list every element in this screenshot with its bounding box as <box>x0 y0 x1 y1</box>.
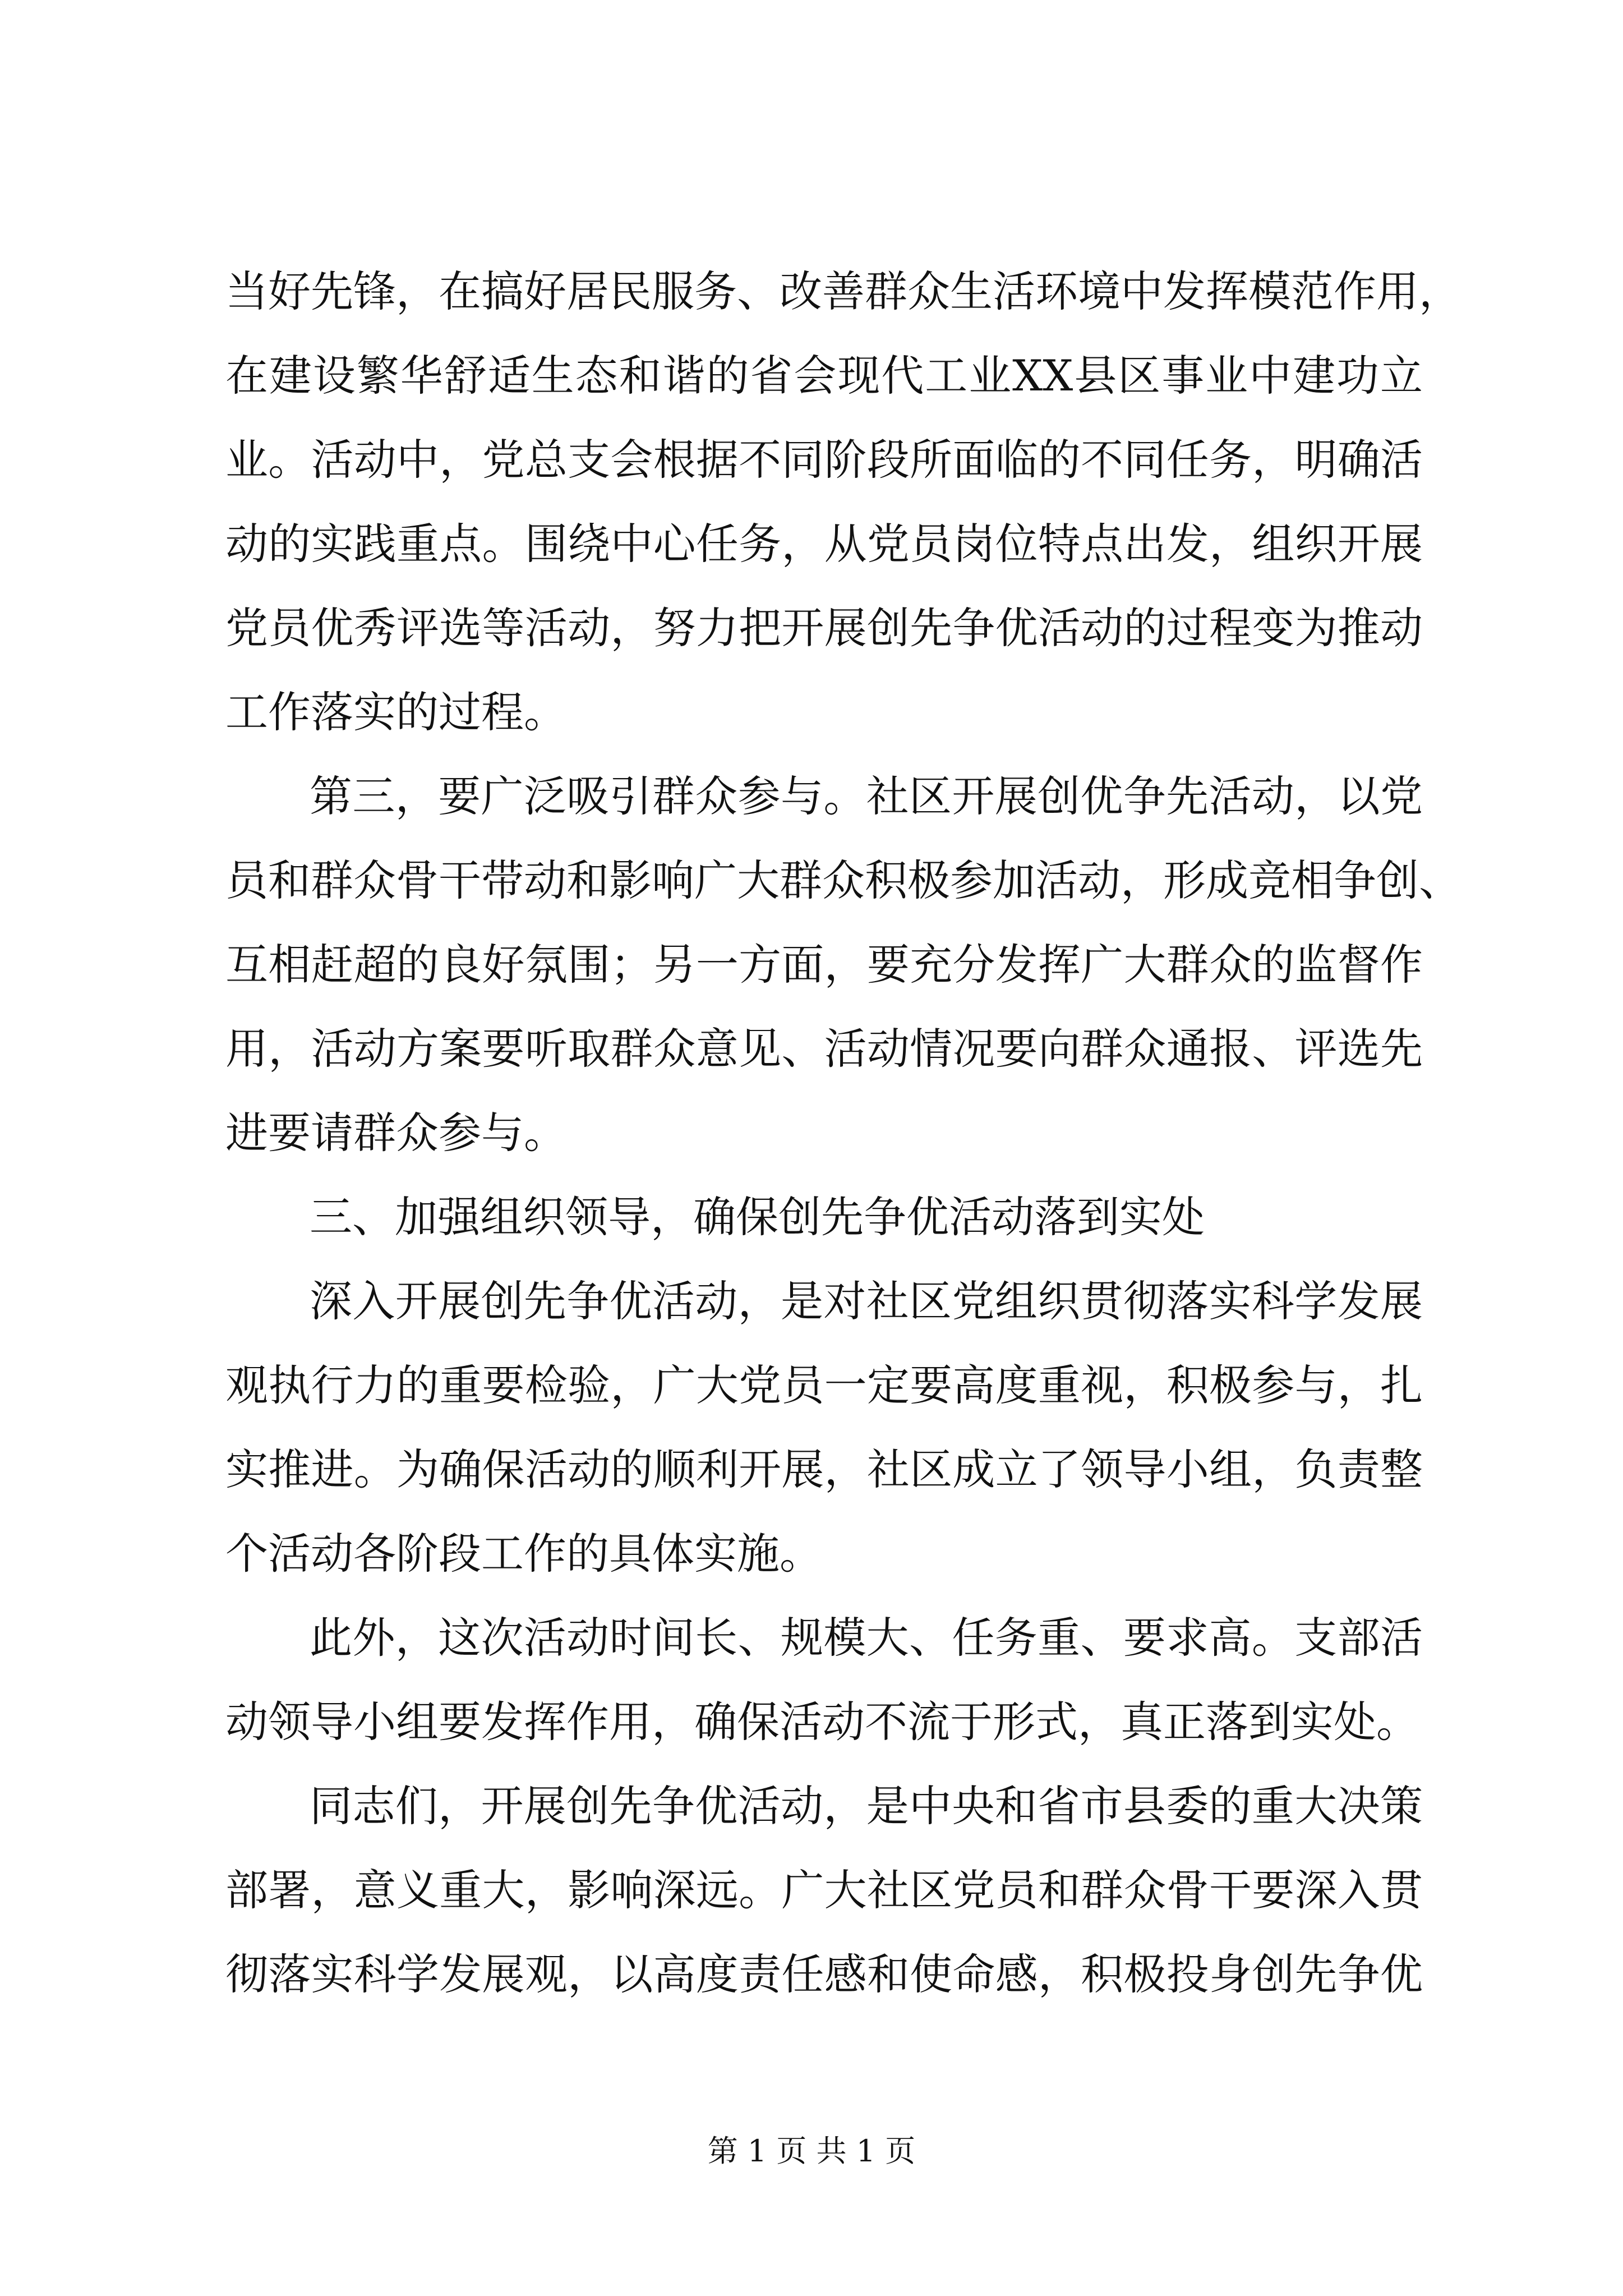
body-line: 业。活动中，党总支会根据不同阶段所面临的不同任务，明确活 <box>225 435 1423 485</box>
page-footer: 第 1 页 共 1 页 <box>707 2133 916 2169</box>
body-line: 工作落实的过程。 <box>225 687 566 737</box>
document-body <box>225 250 1461 2017</box>
body-line: 进要请群众参与。 <box>225 1108 566 1158</box>
paragraph-first-line: 此外，这次活动时间长、规模大、任务重、要求高。支部活 <box>310 1613 1423 1663</box>
body-line: 动领导小组要发挥作用，确保活动不流于形式，真正落到实处。 <box>225 1697 1419 1747</box>
body-line: 观执行力的重要检验，广大党员一定要高度重视，积极参与，扎 <box>225 1360 1423 1410</box>
body-line: 在建设繁华舒适生态和谐的省会现代工业XX县区事业中建功立 <box>225 351 1423 401</box>
body-line: 员和群众骨干带动和影响广大群众积极参加活动，形成竞相争创、 <box>225 855 1461 905</box>
body-line: 实推进。为确保活动的顺利开展，社区成立了领导小组，负责整 <box>225 1444 1423 1494</box>
body-line: 互相赶超的良好氛围；另一方面，要充分发挥广大群众的监督作 <box>225 940 1423 990</box>
paragraph-first-line: 深入开展创先争优活动，是对社区党组织贯彻落实科学发展 <box>310 1276 1423 1326</box>
body-line: 彻落实科学发展观，以高度责任感和使命感，积极投身创先争优 <box>225 1949 1423 1999</box>
paragraph-first-line: 同志们，开展创先争优活动，是中央和省市县委的重大决策 <box>310 1781 1423 1831</box>
body-line: 部署，意义重大，影响深远。广大社区党员和群众骨干要深入贯 <box>225 1865 1423 1915</box>
body-line: 个活动各阶段工作的具体实施。 <box>225 1529 822 1579</box>
body-line: 用，活动方案要听取群众意见、活动情况要向群众通报、评选先 <box>225 1024 1423 1074</box>
body-line: 党员优秀评选等活动，努力把开展创先争优活动的过程变为推动 <box>225 603 1423 653</box>
paragraph-first-line: 第三，要广泛吸引群众参与。社区开展创优争先活动，以党 <box>310 771 1423 821</box>
body-line: 动的实践重点。围绕中心任务，从党员岗位特点出发，组织开展 <box>225 519 1423 569</box>
body-line: 当好先锋，在搞好居民服务、改善群众生活环境中发挥模范作用， <box>225 266 1461 316</box>
section-heading: 三、加强组织领导，确保创先争优活动落到实处 <box>310 1192 1205 1242</box>
